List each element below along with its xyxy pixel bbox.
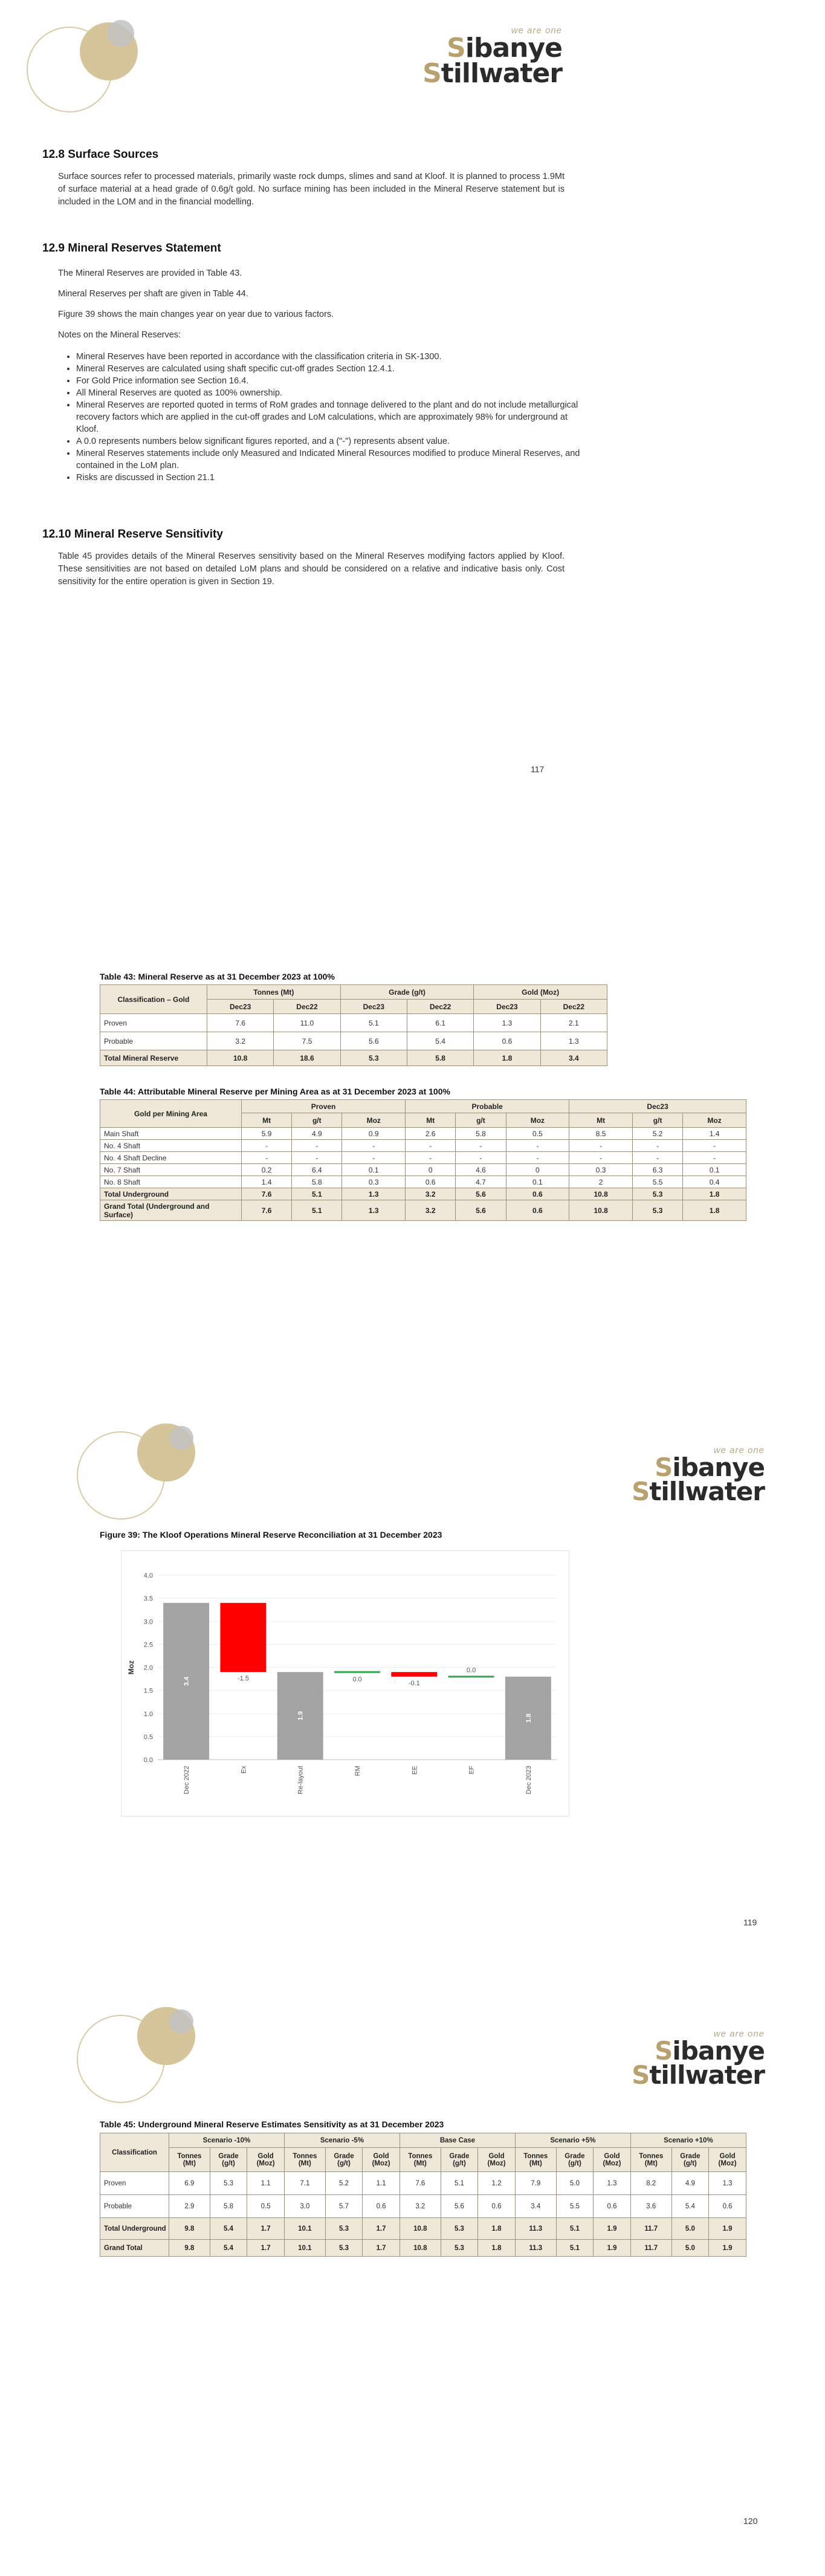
page-number: 119 [743,1917,757,1927]
reserves-note-table44: Mineral Reserves per shaft are given in Table 44. [58,289,248,299]
table-row [100,2172,746,2195]
chart-bar [334,1671,380,1673]
cell: 1.7 [363,2218,400,2240]
cell: 7.1 [284,2172,325,2195]
cell: 0.1 [506,1176,569,1188]
cell: 3.6 [630,2195,671,2218]
cell: - [456,1152,506,1164]
section-12-9-title: 12.9 Mineral Reserves Statement [42,242,221,255]
cell: 10.1 [284,2240,325,2257]
cell: 5.5 [556,2195,593,2218]
table-header: Grade (g/t) [340,985,474,1000]
cell: 0.6 [709,2195,746,2218]
cell: 4.9 [671,2172,708,2195]
cell: 10.8 [400,2218,441,2240]
cell: 5.8 [292,1176,342,1188]
table-header: Moz [683,1113,746,1128]
cell: - [406,1152,456,1164]
cell: 5.4 [407,1032,473,1050]
data-label: 3.4 [183,1676,191,1686]
reserves-notes-heading: Notes on the Mineral Reserves: [58,330,181,340]
x-tick-label: Re-layout [297,1766,305,1795]
table-header: Gold (Moz) [247,2148,285,2172]
cell: 3.0 [284,2195,325,2218]
table-row [100,1200,746,1221]
cell: 1.7 [247,2240,285,2257]
cell: 7.6 [242,1188,292,1200]
x-tick-label: EF [468,1766,476,1775]
table-header: Tonnes (Mt) [169,2148,210,2172]
list-item: • A 0.0 represents numbers below significant figures reported, and a ("-") represents absent value. [76,435,583,447]
list-item: • Mineral Reserves statements include only Measured and Indicated Mineral Resources modified to produce Mineral Reserves, and contained in the LoM plan. [76,447,583,472]
table43-title: Table 43: Mineral Reserve as at 31 December 2023 at 100% [100,972,335,981]
cell: 2 [569,1176,633,1188]
cell: - [242,1152,292,1164]
cell: 0.3 [569,1164,633,1176]
cell: 0.9 [342,1128,406,1140]
cell: 11.3 [515,2218,556,2240]
cell: 5.6 [441,2195,477,2218]
table-header: Probable [406,1100,569,1113]
table-row [100,1050,607,1066]
cell: 0.6 [506,1188,569,1200]
cell: 1.8 [683,1200,746,1221]
row-label: No. 8 Shaft [100,1176,242,1188]
cell: 11.7 [630,2218,671,2240]
cell: 5.6 [456,1200,506,1221]
cell: 1.1 [247,2172,285,2195]
chart-bar [220,1603,266,1672]
cell: 0.5 [506,1128,569,1140]
cell: 5.3 [441,2240,477,2257]
cell: 5.8 [210,2195,247,2218]
table-header: Mt [406,1113,456,1128]
cell: 5.8 [407,1050,473,1066]
table-header: Dec23 [569,1100,746,1113]
y-axis-label: Moz [127,1660,135,1675]
row-label: Total Underground [100,1188,242,1200]
cell: 9.8 [169,2240,210,2257]
data-label: 1.8 [525,1713,532,1723]
cell: 10.8 [569,1200,633,1221]
cell: 0 [506,1164,569,1176]
cell: 1.8 [474,1050,540,1066]
table-row [100,2240,746,2257]
row-label: Total Underground [100,2218,169,2240]
cell: 7.6 [400,2172,441,2195]
cell: 5.3 [210,2172,247,2195]
cell: 1.3 [342,1200,406,1221]
table-header: Grade (g/t) [671,2148,708,2172]
cell: 7.6 [207,1014,274,1032]
cell: 0.6 [594,2195,631,2218]
list-item: • Mineral Reserves have been reported in accordance with the classification criteria in SK-1300. [76,351,583,363]
row-label: Total Mineral Reserve [100,1050,207,1066]
table-header: Tonnes (Mt) [630,2148,671,2172]
table-header: Base Case [400,2133,515,2148]
cell: 6.3 [633,1164,683,1176]
cell: 8.5 [569,1128,633,1140]
cell: 1.3 [342,1188,406,1200]
cell: 11.0 [274,1014,340,1032]
cell: 5.3 [325,2218,362,2240]
table-header: Scenario +5% [515,2133,630,2148]
cell: 1.3 [594,2172,631,2195]
page-number: 117 [531,764,545,774]
table-row [100,1152,746,1164]
y-tick-label: 0.5 [143,1733,153,1741]
table-header: Gold per Mining Area [100,1100,242,1128]
cell: 1.4 [683,1128,746,1140]
data-label: -0.1 [408,1679,420,1687]
cell: 1.2 [478,2172,516,2195]
cell: 0.6 [506,1200,569,1221]
table-header: Gold (Moz) [478,2148,516,2172]
cell: 10.8 [400,2240,441,2257]
x-tick-label: RM [354,1766,361,1777]
cell: 5.1 [441,2172,477,2195]
y-tick-label: 3.5 [143,1595,153,1603]
cell: 4.7 [456,1176,506,1188]
cell: 5.6 [456,1188,506,1200]
table-header: Grade (g/t) [556,2148,593,2172]
row-label: Proven [100,1014,207,1032]
y-tick-label: 0.0 [143,1757,153,1764]
cell: 1.8 [478,2218,516,2240]
row-label: No. 4 Shaft Decline [100,1152,242,1164]
y-tick-label: 4.0 [143,1572,153,1579]
cell: 1.3 [474,1014,540,1032]
cell: 0.3 [342,1176,406,1188]
cell: 0.2 [242,1164,292,1176]
row-label: Probable [100,2195,169,2218]
list-item: • For Gold Price information see Section 16.4. [76,375,583,387]
cell: 3.4 [540,1050,607,1066]
cell: 1.3 [709,2172,746,2195]
cell: 1.9 [709,2240,746,2257]
x-tick-label: Ex [240,1766,248,1774]
cell: 0 [406,1164,456,1176]
cell: 5.3 [340,1050,407,1066]
cell: 2.6 [406,1128,456,1140]
cell: 5.2 [633,1128,683,1140]
cell: 1.8 [683,1188,746,1200]
cell: 5.2 [325,2172,362,2195]
list-item: • Mineral Reserves are reported quoted in terms of RoM grades and tonnage delivered to the plant and do not include metallurgical recovery factors which are applied in the cut-off grades and LoM calculations, which are approximately 98% for underground at Kloof. [76,399,583,435]
table-header: g/t [456,1113,506,1128]
cell: 5.3 [325,2240,362,2257]
data-label: 0.0 [466,1667,476,1674]
cell: 6.4 [292,1164,342,1176]
cell: 5.6 [340,1032,407,1050]
cell: 7.5 [274,1032,340,1050]
cell: 0.5 [247,2195,285,2218]
cell: 5.1 [292,1188,342,1200]
reserves-note-figure39: Figure 39 shows the main changes year on year due to various factors. [58,310,334,319]
company-logo: we are one Sibanye Stillwater [632,1445,765,1506]
cell: 5.0 [556,2172,593,2195]
table45 [100,2133,746,2257]
section-12-8-title: 12.8 Surface Sources [42,148,159,161]
table-header: Classification – Gold [100,985,207,1014]
table-row [100,1164,746,1176]
list-item: • Mineral Reserves are calculated using shaft specific cut-off grades Section 12.4.1. [76,363,583,375]
cell: 5.0 [671,2218,708,2240]
section-12-10-body: Table 45 provides details of the Mineral Reserves sensitivity based on the Mineral Reserves modifying factors applied by Kloof. These sensitivities are not based on detailed LoM plans and should be considered on a relative and indicative basis only. Cost sensitivity for the entire operation is given in Section 19. [58,551,565,587]
y-tick-label: 2.0 [143,1664,153,1672]
cell: - [292,1152,342,1164]
cell: 5.3 [441,2218,477,2240]
y-tick-label: 1.5 [143,1687,153,1695]
table-row [100,1140,746,1152]
cell: 0.6 [474,1032,540,1050]
cell: - [683,1140,746,1152]
cell: 5.0 [671,2240,708,2257]
cell: 1.8 [478,2240,516,2257]
cell: 11.7 [630,2240,671,2257]
cell: 1.9 [709,2218,746,2240]
table44 [100,1099,746,1221]
table-header: Moz [342,1113,406,1128]
table-header: Scenario -5% [284,2133,400,2148]
table-header: g/t [633,1113,683,1128]
table-header: Gold (Moz) [594,2148,631,2172]
row-label: Probable [100,1032,207,1050]
cell: 1.9 [594,2218,631,2240]
row-label: No. 7 Shaft [100,1164,242,1176]
list-item: • Risks are discussed in Section 21.1 [76,472,583,484]
cell: 10.8 [569,1188,633,1200]
figure39-title: Figure 39: The Kloof Operations Mineral Reserve Reconciliation at 31 December 2023 [100,1530,442,1540]
cell: 5.3 [633,1200,683,1221]
cell: - [683,1152,746,1164]
x-tick-label: EE [411,1766,419,1775]
y-tick-label: 2.5 [143,1641,153,1649]
table-header: Moz [506,1113,569,1128]
table-row [100,1176,746,1188]
cell: 4.9 [292,1128,342,1140]
waterfall-chart [121,1551,569,1816]
cell: 5.5 [633,1176,683,1188]
data-label: 0.0 [352,1676,362,1683]
list-item: • All Mineral Reserves are quoted as 100% ownership. [76,387,583,399]
cell: 0.4 [683,1176,746,1188]
cell: 3.2 [207,1032,274,1050]
cell: 0.1 [683,1164,746,1176]
table-row [100,2218,746,2240]
cell: - [569,1152,633,1164]
reserves-note-table43: The Mineral Reserves are provided in Table 43. [58,268,242,278]
cell: 3.2 [406,1200,456,1221]
row-label: No. 4 Shaft [100,1140,242,1152]
cell: 3.2 [400,2195,441,2218]
cell: - [633,1152,683,1164]
cell: 1.9 [594,2240,631,2257]
cell: 5.1 [340,1014,407,1032]
row-label: Grand Total [100,2240,169,2257]
cell: 2.9 [169,2195,210,2218]
header-decoration [60,1999,218,2107]
row-label: Grand Total (Underground and Surface) [100,1200,242,1221]
table45-title: Table 45: Underground Mineral Reserve Estimates Sensitivity as at 31 December 2023 [100,2119,444,2129]
cell: 11.3 [515,2240,556,2257]
table-header: Grade (g/t) [441,2148,477,2172]
table-header: Gold (Moz) [474,985,607,1000]
cell: 18.6 [274,1050,340,1066]
table-header: Dec23 [474,1000,540,1014]
cell: 0.1 [342,1164,406,1176]
cell: 7.6 [242,1200,292,1221]
cell: 5.4 [671,2195,708,2218]
cell: - [506,1152,569,1164]
table-header: Tonnes (Mt) [207,985,341,1000]
x-tick-label: Dec 2022 [183,1766,191,1795]
cell: - [342,1152,406,1164]
table-header: Scenario +10% [630,2133,746,2148]
header-decoration [60,1415,218,1524]
company-logo: we are one Sibanye Stillwater [422,25,562,89]
y-tick-label: 3.0 [143,1618,153,1626]
table-header: Dec22 [540,1000,607,1014]
cell: 5.3 [633,1188,683,1200]
table-header: Proven [242,1100,406,1113]
chart-bar [391,1672,437,1677]
row-label: Main Shaft [100,1128,242,1140]
cell: 1.4 [242,1176,292,1188]
cell: 1.7 [247,2218,285,2240]
table-header: Gold (Moz) [363,2148,400,2172]
section-12-8-body: Surface sources refer to processed materials, primarily waste rock dumps, slimes and sand at Kloof. It is planned to process 1.9Mt of surface material at a head grade of 0.6g/t gold. No surface mining has been included in the Mineral Reserve statement but is included in the LOM and in the financial modelling. [58,172,565,207]
cell: 5.9 [242,1128,292,1140]
section-12-10-title: 12.10 Mineral Reserve Sensitivity [42,528,223,541]
table-header: Scenario -10% [169,2133,285,2148]
cell: - [506,1140,569,1152]
cell: 7.9 [515,2172,556,2195]
cell: 0.6 [478,2195,516,2218]
table-header: Classification [100,2133,169,2172]
page-number: 120 [743,2516,758,2526]
x-tick-label: Dec 2023 [525,1766,532,1795]
table-row [100,1128,746,1140]
table-header: g/t [292,1113,342,1128]
data-label: -1.5 [237,1675,249,1683]
cell: 3.4 [515,2195,556,2218]
cell: 5.1 [556,2218,593,2240]
cell: 5.8 [456,1128,506,1140]
table44-title: Table 44: Attributable Mineral Reserve per Mining Area as at 31 December 2023 at 100% [100,1087,450,1096]
cell: 5.4 [210,2240,247,2257]
table-header: Dec23 [207,1000,274,1014]
cell: 10.8 [207,1050,274,1066]
cell: - [456,1140,506,1152]
table-header: Dec22 [407,1000,473,1014]
table-header: Mt [242,1113,292,1128]
cell: 2.1 [540,1014,607,1032]
reserves-notes-list [58,351,583,484]
row-label: Proven [100,2172,169,2195]
cell: 10.1 [284,2218,325,2240]
cell: - [406,1140,456,1152]
cell: 4.6 [456,1164,506,1176]
table-header: Gold (Moz) [709,2148,746,2172]
cell: 5.7 [325,2195,362,2218]
table-header: Grade (g/t) [210,2148,247,2172]
cell: 6.9 [169,2172,210,2195]
cell: 1.7 [363,2240,400,2257]
table-header: Tonnes (Mt) [400,2148,441,2172]
cell: 5.4 [210,2218,247,2240]
table-header: Tonnes (Mt) [284,2148,325,2172]
y-tick-label: 1.0 [143,1710,153,1718]
table-header: Mt [569,1113,633,1128]
cell: 5.1 [556,2240,593,2257]
data-label: 1.9 [297,1711,305,1721]
table-header: Dec22 [274,1000,340,1014]
table-header: Dec23 [340,1000,407,1014]
cell: - [633,1140,683,1152]
cell: 3.2 [406,1188,456,1200]
header-decoration [24,15,181,124]
cell: - [342,1140,406,1152]
cell: 5.1 [292,1200,342,1221]
chart-bar [448,1676,494,1677]
table-row [100,1188,746,1200]
company-logo: we are one Sibanye Stillwater [632,2029,765,2090]
cell: - [242,1140,292,1152]
table-row [100,1032,607,1050]
figure39-chart [121,1550,569,1817]
cell: - [569,1140,633,1152]
table-row [100,1014,607,1032]
cell: 8.2 [630,2172,671,2195]
table-header: Tonnes (Mt) [515,2148,556,2172]
cell: 1.1 [363,2172,400,2195]
table43 [100,984,607,1066]
cell: 0.6 [363,2195,400,2218]
cell: 6.1 [407,1014,473,1032]
cell: - [292,1140,342,1152]
cell: 0.6 [406,1176,456,1188]
table-header: Grade (g/t) [325,2148,362,2172]
cell: 1.3 [540,1032,607,1050]
cell: 9.8 [169,2218,210,2240]
table-row [100,2195,746,2218]
